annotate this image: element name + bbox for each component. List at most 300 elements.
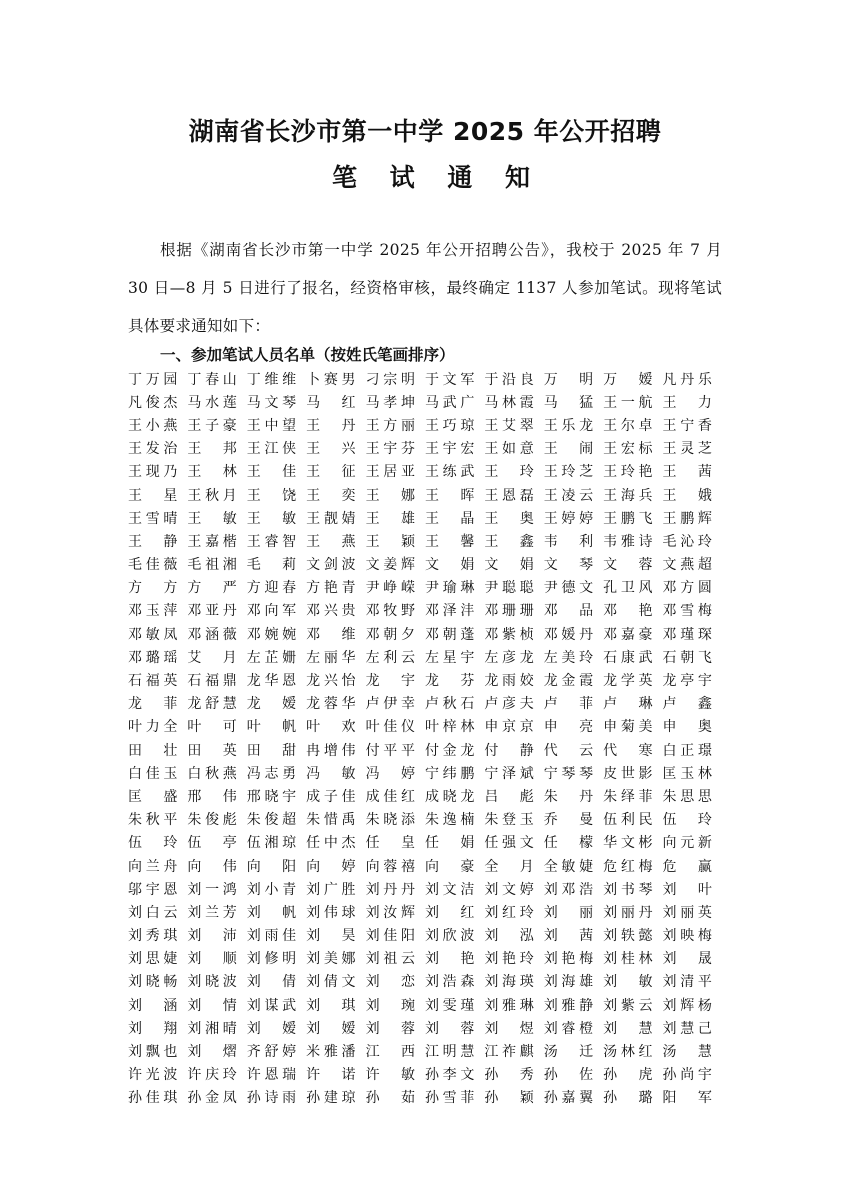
candidate-name: 文姜辉 bbox=[365, 557, 415, 574]
candidate-name: 马武广 bbox=[424, 394, 475, 411]
candidate-name: 孙 璐 bbox=[603, 1090, 653, 1107]
candidate-name: 冯志勇 bbox=[246, 765, 297, 782]
candidate-name: 刘 红 bbox=[424, 904, 475, 921]
candidate-name: 孙 茹 bbox=[365, 1090, 415, 1107]
name-row bbox=[128, 1016, 722, 1039]
candidate-name: 邓敏凤 bbox=[128, 626, 178, 643]
candidate-name: 王方丽 bbox=[365, 417, 415, 434]
candidate-name: 王现乃 bbox=[128, 464, 178, 481]
candidate-name: 文剑波 bbox=[306, 557, 356, 574]
candidate-name: 龙亭宇 bbox=[662, 673, 712, 690]
candidate-name: 马文琴 bbox=[246, 394, 297, 411]
candidate-name: 王 晖 bbox=[424, 487, 475, 504]
candidate-name: 王子豪 bbox=[187, 417, 237, 434]
candidate-name: 朱秋平 bbox=[128, 812, 178, 829]
candidate-name: 王 颖 bbox=[365, 533, 415, 550]
candidate-name: 邓嘉豪 bbox=[603, 626, 653, 643]
candidate-name: 邓朝夕 bbox=[365, 626, 415, 643]
candidate-name: 文燕超 bbox=[662, 557, 712, 574]
intro-paragraph: 根据《湖南省长沙市第一中学 2025 年公开招聘公告》，我校于 2025 年 7 月 30 日—8 月 5 日进行了报名，经资格审核，最终确定 1137 人参加笔试。现将笔试具体要求通知如下： bbox=[128, 241, 722, 335]
candidate-name: 于文军 bbox=[424, 371, 475, 388]
candidate-name: 孔卫风 bbox=[603, 580, 653, 597]
candidate-name: 王鹏飞 bbox=[603, 510, 653, 527]
candidate-name: 付金龙 bbox=[424, 742, 475, 759]
candidate-name: 皮世影 bbox=[603, 765, 653, 782]
candidate-name: 危 赢 bbox=[662, 858, 712, 875]
candidate-name: 孙 虎 bbox=[603, 1067, 653, 1084]
candidate-name: 向 豪 bbox=[424, 858, 475, 875]
candidate-name: 尹峥嵘 bbox=[365, 580, 415, 597]
candidate-name: 刘 嫒 bbox=[246, 1020, 297, 1037]
candidate-name: 刘兰芳 bbox=[187, 904, 237, 921]
candidate-name: 王宁香 bbox=[662, 417, 712, 434]
candidate-name: 白佳玉 bbox=[128, 765, 178, 782]
candidate-name: 刘轶懿 bbox=[603, 928, 653, 945]
candidate-name: 向兰舟 bbox=[128, 858, 178, 875]
candidate-name: 朱俊超 bbox=[246, 812, 297, 829]
name-row bbox=[128, 738, 722, 761]
candidate-name: 文 娟 bbox=[484, 557, 534, 574]
candidate-name: 朱逸楠 bbox=[424, 812, 475, 829]
name-row bbox=[128, 668, 722, 691]
candidate-name: 龙 菲 bbox=[128, 696, 178, 713]
name-row bbox=[128, 645, 722, 668]
candidate-name: 王 力 bbox=[662, 394, 712, 411]
candidate-name: 毛 莉 bbox=[246, 557, 297, 574]
candidate-name: 冯 敏 bbox=[306, 765, 356, 782]
candidate-name: 刘 叶 bbox=[662, 881, 712, 898]
candidate-name: 刘广胜 bbox=[306, 881, 356, 898]
candidate-name: 白秋燕 bbox=[187, 765, 237, 782]
candidate-name: 代 云 bbox=[543, 742, 594, 759]
name-row bbox=[128, 437, 722, 460]
candidate-name: 申菊美 bbox=[603, 719, 653, 736]
candidate-name: 宁泽斌 bbox=[484, 765, 534, 782]
candidate-name: 孙雪菲 bbox=[424, 1090, 475, 1107]
candidate-name: 卢伊幸 bbox=[365, 696, 415, 713]
candidate-name: 王 奥 bbox=[484, 510, 534, 527]
candidate-name: 王 娥 bbox=[662, 487, 712, 504]
candidate-name: 刘睿橙 bbox=[543, 1020, 594, 1037]
name-row bbox=[128, 900, 722, 923]
candidate-name: 申京京 bbox=[484, 719, 534, 736]
candidate-name: 刘晓畅 bbox=[128, 974, 178, 991]
candidate-name: 王艾翠 bbox=[484, 417, 534, 434]
candidate-name: 刘欣波 bbox=[424, 928, 475, 945]
candidate-name: 刘丽丹 bbox=[603, 904, 653, 921]
candidate-name: 申 奥 bbox=[662, 719, 712, 736]
candidate-name: 田 壮 bbox=[128, 742, 178, 759]
candidate-name: 汤 迁 bbox=[543, 1044, 594, 1061]
candidate-name: 王 佳 bbox=[246, 464, 297, 481]
candidate-name: 马孝坤 bbox=[365, 394, 415, 411]
candidate-name: 吕 彪 bbox=[484, 788, 534, 805]
candidate-name: 丁万园 bbox=[128, 371, 178, 388]
name-row bbox=[128, 483, 722, 506]
candidate-name: 孙佳琪 bbox=[128, 1090, 178, 1107]
candidate-name: 许 诺 bbox=[306, 1067, 356, 1084]
candidate-name: 王 奕 bbox=[306, 487, 356, 504]
candidate-name: 孙金凤 bbox=[187, 1090, 237, 1107]
candidate-name: 艾 月 bbox=[187, 649, 237, 666]
candidate-name: 王灵芝 bbox=[662, 441, 712, 458]
candidate-name: 文 琴 bbox=[543, 557, 594, 574]
candidate-name: 全敏婕 bbox=[543, 858, 594, 875]
candidate-name: 任 檬 bbox=[543, 835, 594, 852]
name-row bbox=[128, 784, 722, 807]
candidate-name: 韦雅诗 bbox=[603, 533, 653, 550]
candidate-name: 邓涵薇 bbox=[187, 626, 237, 643]
candidate-name: 申 亮 bbox=[543, 719, 594, 736]
candidate-name: 万 明 bbox=[543, 371, 594, 388]
candidate-name: 王江侠 bbox=[246, 441, 297, 458]
candidate-name: 刘思婕 bbox=[128, 951, 178, 968]
candidate-name: 刘邓浩 bbox=[543, 881, 594, 898]
name-row bbox=[128, 831, 722, 854]
candidate-name: 王小燕 bbox=[128, 417, 178, 434]
candidate-name: 王 敏 bbox=[187, 510, 237, 527]
name-row bbox=[128, 854, 722, 877]
candidate-name: 龙舒慧 bbox=[187, 696, 237, 713]
candidate-name: 伍 玲 bbox=[128, 835, 178, 852]
candidate-name: 刘艳梅 bbox=[543, 951, 594, 968]
candidate-name: 刘 恋 bbox=[365, 974, 415, 991]
candidate-name: 左丽华 bbox=[306, 649, 356, 666]
name-row bbox=[128, 622, 722, 645]
candidate-name: 宁纬鹏 bbox=[424, 765, 475, 782]
candidate-name: 孙尚宇 bbox=[662, 1067, 712, 1084]
candidate-name: 方 方 bbox=[128, 580, 178, 597]
candidate-name: 邢晓宇 bbox=[246, 788, 297, 805]
candidate-name: 刘 丽 bbox=[543, 904, 594, 921]
candidate-name: 王 闹 bbox=[543, 441, 594, 458]
candidate-name: 左星宇 bbox=[424, 649, 475, 666]
name-row bbox=[128, 947, 722, 970]
candidate-name: 向元新 bbox=[662, 835, 712, 852]
candidate-name: 刘紫云 bbox=[603, 997, 653, 1014]
candidate-name: 宁琴琴 bbox=[543, 765, 594, 782]
candidate-name: 王宇宏 bbox=[424, 441, 475, 458]
candidate-name: 冉增伟 bbox=[306, 742, 356, 759]
candidate-name: 王 敏 bbox=[246, 510, 297, 527]
candidate-name: 马 红 bbox=[306, 394, 356, 411]
candidate-name: 向 伟 bbox=[187, 858, 237, 875]
candidate-name: 刘书琴 bbox=[603, 881, 653, 898]
candidate-name: 邓玉萍 bbox=[128, 603, 178, 620]
candidate-name: 刘 蓉 bbox=[365, 1020, 415, 1037]
candidate-name: 邓 品 bbox=[543, 603, 594, 620]
candidate-name: 刁宗明 bbox=[365, 371, 415, 388]
name-row bbox=[128, 599, 722, 622]
candidate-name: 王乐龙 bbox=[543, 417, 594, 434]
candidate-name: 王鹏辉 bbox=[662, 510, 712, 527]
candidate-name: 江明慧 bbox=[424, 1044, 475, 1061]
candidate-name: 马水莲 bbox=[187, 394, 237, 411]
candidate-name: 龙 宇 bbox=[365, 673, 415, 690]
candidate-name: 刘 倩 bbox=[246, 974, 297, 991]
candidate-name: 丁春山 bbox=[187, 371, 237, 388]
candidate-name: 许光波 bbox=[128, 1067, 178, 1084]
candidate-name: 刘慧己 bbox=[662, 1020, 712, 1037]
candidate-name: 邓紫桢 bbox=[484, 626, 534, 643]
name-row bbox=[128, 367, 722, 390]
name-row bbox=[128, 576, 722, 599]
candidate-name: 刘辉杨 bbox=[662, 997, 712, 1014]
candidate-name: 凡丹乐 bbox=[662, 371, 712, 388]
candidate-name: 邓牧野 bbox=[365, 603, 415, 620]
candidate-name: 刘丽英 bbox=[662, 904, 712, 921]
candidate-name: 龙蓉华 bbox=[306, 696, 356, 713]
candidate-name: 刘映梅 bbox=[662, 928, 712, 945]
section-heading: 一、参加笔试人员名单（按姓氏笔画排序） bbox=[160, 346, 455, 364]
candidate-name: 龙金霞 bbox=[543, 673, 594, 690]
document-subtitle: 笔 试 通 知 bbox=[331, 163, 543, 192]
candidate-name: 付 静 bbox=[484, 742, 534, 759]
candidate-name: 左美玲 bbox=[543, 649, 594, 666]
candidate-name: 邓璐瑶 bbox=[128, 649, 178, 666]
candidate-name: 邓瑾琛 bbox=[662, 626, 712, 643]
candidate-name: 龙兴怡 bbox=[306, 673, 356, 690]
candidate-name: 王一航 bbox=[603, 394, 653, 411]
candidate-name: 刘修明 bbox=[246, 951, 297, 968]
candidate-name-list bbox=[128, 367, 722, 1109]
candidate-name: 刘晓波 bbox=[187, 974, 237, 991]
candidate-name: 孙嘉翼 bbox=[543, 1090, 594, 1107]
candidate-name: 朱俊彪 bbox=[187, 812, 237, 829]
candidate-name: 凡俊杰 bbox=[128, 394, 178, 411]
candidate-name: 朱 丹 bbox=[543, 788, 594, 805]
candidate-name: 王 茜 bbox=[662, 464, 712, 481]
candidate-name: 刘 涵 bbox=[128, 997, 178, 1014]
candidate-name: 刘 慧 bbox=[603, 1020, 653, 1037]
candidate-name: 卢 菲 bbox=[543, 696, 594, 713]
candidate-name: 王雪晴 bbox=[128, 510, 178, 527]
candidate-name: 卢彦夫 bbox=[484, 696, 534, 713]
candidate-name: 刘汝辉 bbox=[365, 904, 415, 921]
candidate-name: 伍湘琼 bbox=[246, 835, 297, 852]
candidate-name: 文 蓉 bbox=[603, 557, 653, 574]
candidate-name: 刘 翔 bbox=[128, 1020, 178, 1037]
candidate-name: 石福英 bbox=[128, 673, 178, 690]
candidate-name: 毛佳薇 bbox=[128, 557, 178, 574]
name-row bbox=[128, 808, 722, 831]
candidate-name: 邓媛丹 bbox=[543, 626, 594, 643]
candidate-name: 王秋月 bbox=[187, 487, 237, 504]
candidate-name: 王 晶 bbox=[424, 510, 475, 527]
candidate-name: 刘雨佳 bbox=[246, 928, 297, 945]
candidate-name: 孙诗雨 bbox=[246, 1090, 297, 1107]
candidate-name: 叶梓林 bbox=[424, 719, 475, 736]
name-row bbox=[128, 1063, 722, 1086]
candidate-name: 冯 婷 bbox=[365, 765, 415, 782]
document-title: 湖南省长沙市第一中学 2025 年公开招聘 bbox=[188, 117, 662, 146]
candidate-name: 文 娟 bbox=[424, 557, 475, 574]
candidate-name: 成子佳 bbox=[306, 788, 356, 805]
candidate-name: 刘佳阳 bbox=[365, 928, 415, 945]
candidate-name: 王居亚 bbox=[365, 464, 415, 481]
candidate-name: 刘文洁 bbox=[424, 881, 475, 898]
candidate-name: 龙 嫒 bbox=[246, 696, 297, 713]
candidate-name: 刘 敏 bbox=[603, 974, 653, 991]
name-row bbox=[128, 506, 722, 529]
candidate-name: 邓婉婉 bbox=[246, 626, 297, 643]
candidate-name: 许庆玲 bbox=[187, 1067, 237, 1084]
candidate-name: 付平平 bbox=[365, 742, 415, 759]
candidate-name: 孙 佐 bbox=[543, 1067, 594, 1084]
name-row bbox=[128, 460, 722, 483]
candidate-name: 王婷婷 bbox=[543, 510, 594, 527]
candidate-name: 刘海瑛 bbox=[484, 974, 534, 991]
candidate-name: 邓朝蓬 bbox=[424, 626, 475, 643]
candidate-name: 叶 可 bbox=[187, 719, 237, 736]
candidate-name: 王 雄 bbox=[365, 510, 415, 527]
candidate-name: 方艳青 bbox=[306, 580, 356, 597]
candidate-name: 邓 艳 bbox=[603, 603, 653, 620]
candidate-name: 刘伟球 bbox=[306, 904, 356, 921]
candidate-name: 王 馨 bbox=[424, 533, 475, 550]
candidate-name: 汤林红 bbox=[603, 1044, 653, 1061]
name-row bbox=[128, 1086, 722, 1109]
candidate-name: 王 燕 bbox=[306, 533, 356, 550]
name-row bbox=[128, 692, 722, 715]
candidate-name: 刘 情 bbox=[187, 997, 237, 1014]
candidate-name: 刘 晟 bbox=[662, 951, 712, 968]
candidate-name: 王 静 bbox=[128, 533, 178, 550]
name-row bbox=[128, 553, 722, 576]
candidate-name: 邓兴贵 bbox=[306, 603, 356, 620]
candidate-name: 卢 鑫 bbox=[662, 696, 712, 713]
candidate-name: 王发治 bbox=[128, 441, 178, 458]
candidate-name: 田 甜 bbox=[246, 742, 297, 759]
candidate-name: 王如意 bbox=[484, 441, 534, 458]
candidate-name: 刘 艳 bbox=[424, 951, 475, 968]
candidate-name: 乔 曼 bbox=[543, 812, 594, 829]
candidate-name: 邬宇恩 bbox=[128, 881, 178, 898]
candidate-name: 王玲芝 bbox=[543, 464, 594, 481]
candidate-name: 毛沁玲 bbox=[662, 533, 712, 550]
candidate-name: 刘雅静 bbox=[543, 997, 594, 1014]
name-row bbox=[128, 993, 722, 1016]
candidate-name: 王 邦 bbox=[187, 441, 237, 458]
candidate-name: 马林霞 bbox=[484, 394, 534, 411]
candidate-name: 代 寒 bbox=[603, 742, 653, 759]
candidate-name: 王 鑫 bbox=[484, 533, 534, 550]
candidate-name: 华文彬 bbox=[603, 835, 653, 852]
candidate-name: 任中杰 bbox=[306, 835, 356, 852]
candidate-name: 许恩瑞 bbox=[246, 1067, 297, 1084]
candidate-name: 邓雪梅 bbox=[662, 603, 712, 620]
candidate-name: 任 娟 bbox=[424, 835, 475, 852]
candidate-name: 尹德文 bbox=[543, 580, 594, 597]
candidate-name: 左利云 bbox=[365, 649, 415, 666]
candidate-name: 龙华恩 bbox=[246, 673, 297, 690]
candidate-name: 刘 泓 bbox=[484, 928, 534, 945]
candidate-name: 刘白云 bbox=[128, 904, 178, 921]
candidate-name: 王宇芬 bbox=[365, 441, 415, 458]
candidate-name: 刘 熠 bbox=[187, 1044, 237, 1061]
candidate-name: 王巧琼 bbox=[424, 417, 475, 434]
candidate-name: 成佳红 bbox=[365, 788, 415, 805]
candidate-name: 朱思思 bbox=[662, 788, 712, 805]
candidate-name: 王靓婧 bbox=[306, 510, 356, 527]
candidate-name: 匡玉林 bbox=[662, 765, 712, 782]
candidate-name: 许 敏 bbox=[365, 1067, 415, 1084]
candidate-name: 王海兵 bbox=[603, 487, 653, 504]
candidate-name: 匡 盛 bbox=[128, 788, 178, 805]
candidate-name: 危红梅 bbox=[603, 858, 653, 875]
candidate-name: 叶 欢 bbox=[306, 719, 356, 736]
candidate-name: 石康武 bbox=[603, 649, 653, 666]
candidate-name: 卢秋石 bbox=[424, 696, 475, 713]
candidate-name: 刘文婷 bbox=[484, 881, 534, 898]
candidate-name: 刘桂林 bbox=[603, 951, 653, 968]
name-row bbox=[128, 390, 722, 413]
candidate-name: 刘 茜 bbox=[543, 928, 594, 945]
candidate-name: 王恩磊 bbox=[484, 487, 534, 504]
name-row bbox=[128, 761, 722, 784]
candidate-name: 刘倩文 bbox=[306, 974, 356, 991]
candidate-name: 刘 帆 bbox=[246, 904, 297, 921]
candidate-name: 叶 帆 bbox=[246, 719, 297, 736]
candidate-name: 全 月 bbox=[484, 858, 534, 875]
candidate-name: 方 严 bbox=[187, 580, 237, 597]
candidate-name: 王宏标 bbox=[603, 441, 653, 458]
candidate-name: 孙建琼 bbox=[306, 1090, 356, 1107]
candidate-name: 向 阳 bbox=[246, 858, 297, 875]
candidate-name: 龙学英 bbox=[603, 673, 653, 690]
candidate-name: 毛祖湘 bbox=[187, 557, 237, 574]
candidate-name: 刘 蓉 bbox=[424, 1020, 475, 1037]
candidate-name: 米雅潘 bbox=[306, 1044, 356, 1061]
candidate-name: 伍 玲 bbox=[662, 812, 712, 829]
candidate-name: 尹聪聪 bbox=[484, 580, 534, 597]
candidate-name: 刘 嫒 bbox=[306, 1020, 356, 1037]
candidate-name: 汤 慧 bbox=[662, 1044, 712, 1061]
candidate-name: 伍 亭 bbox=[187, 835, 237, 852]
candidate-name: 刘小青 bbox=[246, 881, 297, 898]
candidate-name: 王 林 bbox=[187, 464, 237, 481]
candidate-name: 韦 利 bbox=[543, 533, 594, 550]
candidate-name: 王 星 bbox=[128, 487, 178, 504]
candidate-name: 王 饶 bbox=[246, 487, 297, 504]
candidate-name: 王练武 bbox=[424, 464, 475, 481]
name-row bbox=[128, 924, 722, 947]
candidate-name: 向 婷 bbox=[306, 858, 356, 875]
candidate-name: 龙雨姣 bbox=[484, 673, 534, 690]
candidate-name: 王凌云 bbox=[543, 487, 594, 504]
candidate-name: 石朝飞 bbox=[662, 649, 712, 666]
candidate-name: 刘 沛 bbox=[187, 928, 237, 945]
candidate-name: 刘 煜 bbox=[484, 1020, 534, 1037]
candidate-name: 左芷姗 bbox=[246, 649, 297, 666]
candidate-name: 成晓龙 bbox=[424, 788, 475, 805]
candidate-name: 邓向军 bbox=[246, 603, 297, 620]
candidate-name: 伍利民 bbox=[603, 812, 653, 829]
candidate-name: 石福鼎 bbox=[187, 673, 237, 690]
candidate-name: 刘 昊 bbox=[306, 928, 356, 945]
candidate-name: 向蓉禧 bbox=[365, 858, 415, 875]
candidate-name: 王 玲 bbox=[484, 464, 534, 481]
name-row bbox=[128, 529, 722, 552]
candidate-name: 万 嫒 bbox=[603, 371, 653, 388]
candidate-name: 刘丹丹 bbox=[365, 881, 415, 898]
candidate-name: 刘雯瑾 bbox=[424, 997, 475, 1014]
candidate-name: 白正璟 bbox=[662, 742, 712, 759]
candidate-name: 卢 琳 bbox=[603, 696, 653, 713]
name-row bbox=[128, 715, 722, 738]
candidate-name: 江祚麒 bbox=[484, 1044, 534, 1061]
candidate-name: 刘浩森 bbox=[424, 974, 475, 991]
